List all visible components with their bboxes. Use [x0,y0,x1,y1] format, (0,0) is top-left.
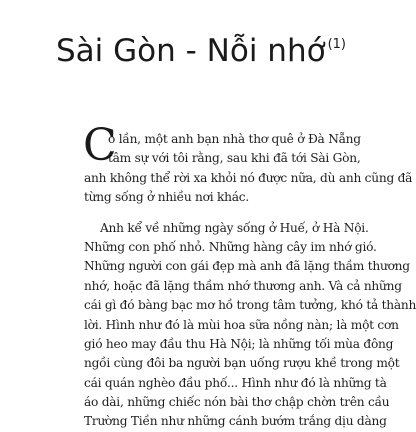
text-line: lời. Hình như đó là mùi hoa sữa nồng nàn; là một cơn [84,317,399,332]
text-line: cái gì đó bàng bạc mơ hồ trong tâm tưởng, khó tả thành [84,298,416,313]
drop-cap: C [83,120,117,171]
paragraph-gap [84,208,349,219]
text-line: áo dài, những chiếc nón bài thơ chập chờn trên cầu [84,395,390,410]
chapter-title-text: Sài Gòn - Nỗi nhớ [56,33,326,69]
paragraph-1 [83,120,413,208]
text-line: ó lần, một anh bạn nhà thơ quê ở Đà Nẵng [108,132,361,146]
text-line: Những con phố nhỏ. Những hàng cây im nhớ gió. [84,239,377,254]
text-line: Những người con gái đẹp mà anh đã lặng thầm thương [84,259,410,274]
footnote-marker: (1) [327,37,346,52]
body-text [83,120,416,432]
text-line: nhớ, hoặc đã lặng thầm nhớ thương anh. Và cả những [84,278,402,293]
text-line: Trường Tiền như những cánh bướm trắng dịu dàng [84,414,387,429]
chapter-title [56,33,346,69]
text-line: tâm sự với tôi rằng, sau khi đã tới Sài Gòn, [108,151,361,166]
text-line: anh không thể rời xa khỏi nó được nữa, dù anh cũng đã [84,170,413,185]
text-line: gió heo may đầu thu Hà Nội; là những tối mùa đông [84,336,394,351]
paragraph-2 [84,219,416,432]
text-line: từng sống ở nhiều nơi khác. [84,190,249,205]
text-line: ngồi cùng đôi ba người bạn uống rượu khề trong một [84,356,400,371]
text-line: Anh kể về những ngày sống ở Huế, ở Hà Nội. [100,220,369,235]
text-line: cái quán nghèo đầu phố... Hình như đó là những tà [84,375,387,390]
